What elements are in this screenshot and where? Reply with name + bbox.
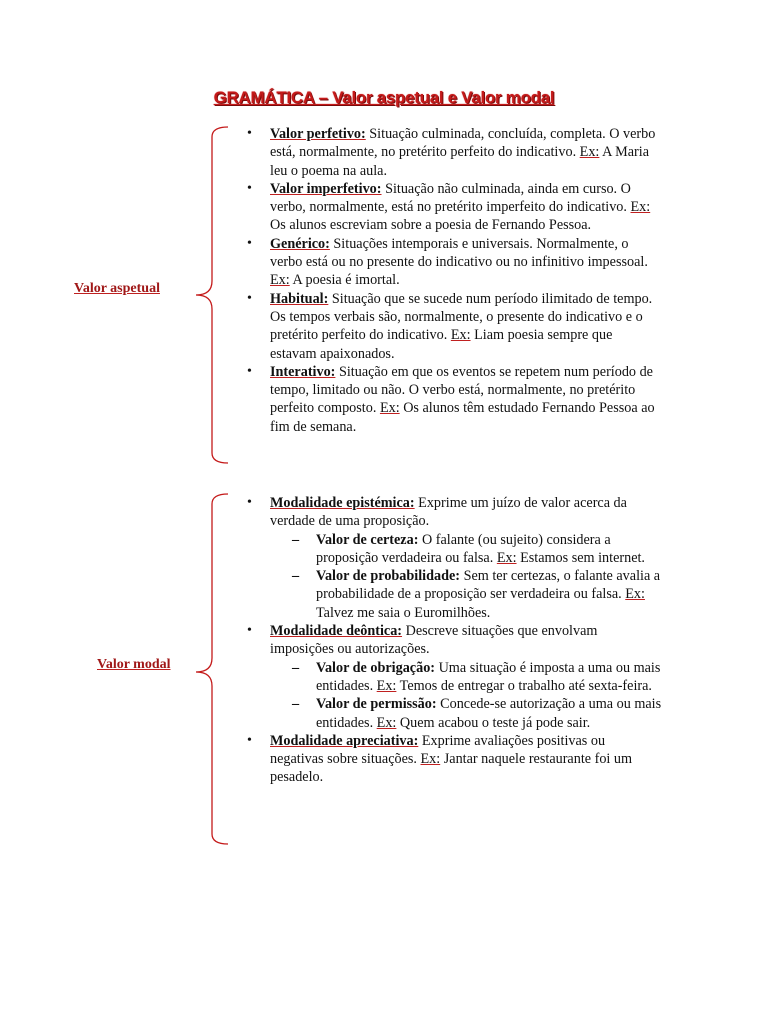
term-label: Genérico:	[270, 235, 330, 252]
example-label: Ex:	[496, 549, 517, 566]
example-label: Ex:	[450, 327, 471, 344]
list-item-valor-perfetivo	[250, 125, 662, 180]
subterm-label: Valor de permissão:	[316, 696, 437, 713]
page-title: GRAMÁTICA – Valor aspetual e Valor modal	[213, 88, 555, 107]
subterm-label: Valor de probabilidade:	[316, 568, 461, 585]
example-label: Ex:	[376, 714, 397, 731]
list-item-modalidade-epistemica	[250, 494, 662, 622]
term-label: Modalidade deôntica:	[270, 623, 403, 640]
item-text: Situação culminada, concluída, completa. O verbo está, normalmente, no pretérito perfeito do indicativo.	[270, 126, 656, 161]
sublist-item-valor-certeza	[270, 531, 662, 568]
item-text: Concede-se autorização a uma ou mais entidades.	[316, 696, 662, 731]
example-text: Talvez me saia o Euromilhões.	[316, 604, 491, 621]
example-label: Ex:	[420, 751, 441, 768]
subterm-label: Valor de obrigação:	[316, 659, 436, 676]
sublist-deontica	[270, 659, 662, 732]
item-text: O falante (ou sujeito) considera a proposição verdadeira ou falsa.	[316, 531, 611, 566]
list-item-modalidade-apreciativa	[250, 732, 662, 787]
list-item-modalidade-deontica	[250, 622, 662, 732]
modal-list	[250, 494, 662, 787]
item-text: Exprime avaliações positivas ou negativas sobre situações.	[270, 732, 606, 768]
item-text: Situação que se sucede num período ilimitado de tempo. Os tempos verbais são, normalmente, o presente do indicativo e o pretérito perfeito do indicativo.	[270, 290, 653, 344]
term-label: Valor perfetivo:	[270, 126, 366, 142]
example-text: A Maria leu o poema na aula.	[270, 144, 650, 179]
term-label: Valor imperfetivo:	[270, 180, 382, 197]
list-item-interativo	[250, 363, 662, 436]
item-text: Exprime um juízo de valor acerca da verdade de uma proposição.	[270, 495, 627, 530]
label-valor-modal: Valor modal	[97, 657, 171, 672]
sublist-item-valor-probabilidade	[270, 567, 662, 622]
term-label: Interativo:	[270, 363, 336, 380]
dash-marker: –	[292, 531, 300, 548]
example-text: Quem acabou o teste já pode sair.	[396, 714, 591, 731]
item-text: Situação não culminada, ainda em curso. O verbo, normalmente, está no pretérito imperfeito do indicativo.	[270, 180, 631, 216]
sublist-item-valor-obrigacao	[270, 659, 662, 696]
item-text: Uma situação é imposta a uma ou mais entidades.	[316, 659, 661, 694]
example-text: Jantar naquele restaurante foi um pesadelo.	[270, 751, 633, 786]
term-label: Habitual:	[270, 290, 329, 307]
aspetual-list	[250, 125, 662, 436]
brace-aspetual	[188, 125, 232, 470]
example-label: Ex:	[625, 586, 645, 603]
example-text: Estamos sem internet.	[516, 549, 645, 566]
example-text: Os alunos têm estudado Fernando Pessoa ao fim de semana.	[270, 400, 655, 435]
example-label: Ex:	[379, 400, 400, 417]
example-text: Temos de entregar o trabalho até sexta-feira.	[396, 677, 652, 694]
term-label: Modalidade apreciativa:	[270, 732, 419, 749]
label-valor-aspetual: Valor aspetual	[74, 281, 160, 296]
list-item-habitual	[250, 290, 662, 363]
dash-marker: –	[292, 696, 300, 713]
example-label: Ex:	[579, 144, 600, 161]
example-text: Os alunos escreviam sobre a poesia de Fernando Pessoa.	[270, 217, 592, 234]
list-item-valor-imperfetivo	[250, 180, 662, 235]
sublist-item-valor-permissao	[270, 695, 662, 732]
term-label: Modalidade epistémica:	[270, 495, 415, 511]
dash-marker: –	[292, 568, 300, 585]
example-text: Liam poesia sempre que estavam apaixonados.	[270, 327, 613, 362]
example-label: Ex:	[376, 677, 397, 694]
example-label: Ex:	[630, 199, 651, 216]
dash-marker: –	[292, 659, 300, 676]
example-text: A poesia é imortal.	[289, 272, 400, 289]
item-text: Descreve situações que envolvam imposições ou autorizações.	[270, 623, 598, 658]
item-text: Situações intemporais e universais. Normalmente, o verbo está ou no presente do indicativo ou no infinitivo impessoal.	[270, 235, 648, 271]
list-item-generico	[250, 235, 662, 290]
brace-modal	[188, 492, 232, 852]
subterm-label: Valor de certeza:	[316, 531, 419, 548]
sublist-epistemica	[270, 531, 662, 622]
item-text: Sem ter certezas, o falante avalia a probabilidade de a proposição ser verdadeira ou falsa.	[316, 568, 661, 603]
example-label: Ex:	[270, 272, 290, 289]
item-text: Situação em que os eventos se repetem num período de tempo, limitado ou não. O verbo está, normalmente, no pretérito perfeito composto.	[270, 363, 653, 417]
